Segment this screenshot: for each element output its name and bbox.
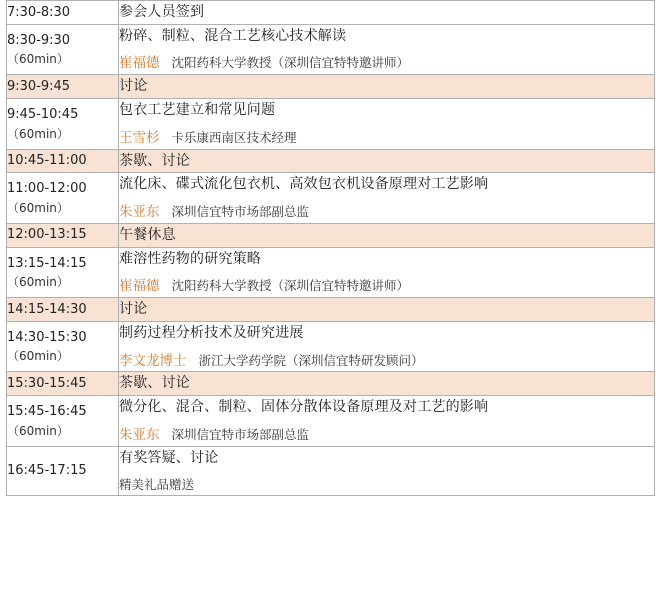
- session-detail-cell: [119, 298, 655, 322]
- session-time-cell: [7, 247, 119, 298]
- session-time-cell: [7, 372, 119, 396]
- session-detail-cell: [119, 98, 655, 149]
- speaker-name: 朱亚东: [119, 426, 160, 443]
- table-row: [7, 396, 655, 447]
- session-time: 7:30-8:30: [7, 4, 71, 20]
- session-duration: （60min）: [7, 126, 69, 141]
- session-time-cell: [7, 1, 119, 25]
- agenda-table: [6, 0, 655, 496]
- session-time: 11:00-12:00: [7, 181, 87, 197]
- speaker-line: [119, 128, 654, 149]
- session-time: 13:15-14:15: [7, 255, 87, 271]
- session-topic: 有奖答疑、讨论: [119, 449, 219, 466]
- speaker-name: 李文龙博士: [119, 352, 187, 369]
- speaker-affiliation: 沈阳药科大学教授（深圳信宜特特邀讲师）: [171, 278, 410, 294]
- table-row: [7, 173, 655, 224]
- session-detail-cell: [119, 223, 655, 247]
- speaker-name: 朱亚东: [119, 203, 160, 220]
- speaker-line: [119, 202, 654, 223]
- session-duration: （60min）: [7, 200, 69, 215]
- table-row: [7, 372, 655, 396]
- speaker-name: 崔福德: [119, 55, 160, 72]
- speaker-affiliation: 卡乐康西南区技术经理: [171, 129, 297, 145]
- session-time: 15:30-15:45: [7, 376, 87, 392]
- table-row: [7, 1, 655, 25]
- session-time-cell: [7, 223, 119, 247]
- session-topic: 制药过程分析技术及研究进展: [119, 324, 304, 341]
- session-time-cell: [7, 24, 119, 75]
- session-detail-cell: [119, 149, 655, 173]
- session-duration: （60min）: [7, 423, 69, 438]
- session-topic: 茶歇、讨论: [119, 152, 190, 169]
- session-topic: 讨论: [119, 301, 148, 318]
- agenda-table-body: [7, 1, 655, 496]
- speaker-line: [119, 351, 654, 372]
- table-row: [7, 247, 655, 298]
- session-topic: 讨论: [119, 78, 148, 95]
- session-detail-cell: [119, 446, 655, 495]
- session-topic: 茶歇、讨论: [119, 375, 190, 392]
- speaker-line: [119, 53, 654, 74]
- session-duration: （60min）: [7, 52, 69, 67]
- session-topic: 流化床、碟式流化包衣机、高效包衣机设备原理对工艺影响: [119, 176, 489, 193]
- session-topic: 微分化、混合、制粒、固体分散体设备原理及对工艺的影响: [119, 399, 489, 416]
- session-time-cell: [7, 149, 119, 173]
- session-time: 12:00-13:15: [7, 227, 87, 243]
- session-time: 14:15-14:30: [7, 301, 87, 317]
- session-detail-cell: [119, 247, 655, 298]
- table-row: [7, 223, 655, 247]
- table-row: [7, 149, 655, 173]
- session-duration: （60min）: [7, 349, 69, 364]
- session-topic: 午餐休息: [119, 226, 176, 243]
- session-detail-cell: [119, 396, 655, 447]
- session-time-cell: [7, 98, 119, 149]
- session-time: 14:30-15:30: [7, 329, 87, 345]
- session-time: 16:45-17:15: [7, 463, 87, 479]
- session-topic: 参会人员签到: [119, 4, 205, 20]
- session-time-cell: [7, 173, 119, 224]
- table-row: [7, 75, 655, 99]
- table-row: [7, 298, 655, 322]
- session-time: 8:30-9:30: [7, 32, 71, 48]
- session-time: 9:45-10:45: [7, 107, 79, 123]
- speaker-line: [119, 276, 654, 297]
- speaker-line: [119, 425, 654, 446]
- session-topic: 难溶性药物的研究策略: [119, 250, 261, 267]
- session-detail-cell: [119, 321, 655, 372]
- table-row: [7, 321, 655, 372]
- session-time: 10:45-11:00: [7, 153, 87, 169]
- table-row: [7, 446, 655, 495]
- session-topic: 粉碎、制粒、混合工艺核心技术解读: [119, 27, 347, 44]
- table-row: [7, 24, 655, 75]
- session-detail-cell: [119, 372, 655, 396]
- speaker-name: 王雪杉: [119, 129, 160, 146]
- session-time-cell: [7, 396, 119, 447]
- speaker-affiliation: 浙江大学药学院（深圳信宜特研发顾问）: [198, 352, 424, 368]
- session-time: 9:30-9:45: [7, 78, 71, 94]
- session-detail-cell: [119, 173, 655, 224]
- session-duration: （60min）: [7, 275, 69, 290]
- session-time: 15:45-16:45: [7, 404, 87, 420]
- table-row: [7, 98, 655, 149]
- session-detail-cell: [119, 24, 655, 75]
- speaker-name: 崔福德: [119, 278, 160, 295]
- speaker-affiliation: 深圳信宜特市场部副总监: [171, 203, 310, 219]
- session-time-cell: [7, 75, 119, 99]
- session-time-cell: [7, 298, 119, 322]
- session-time-cell: [7, 446, 119, 495]
- speaker-affiliation: 深圳信宜特市场部副总监: [171, 426, 310, 442]
- session-topic: 包衣工艺建立和常见问题: [119, 101, 276, 118]
- speaker-affiliation: 沈阳药科大学教授（深圳信宜特特邀讲师）: [171, 55, 410, 71]
- session-detail-cell: [119, 75, 655, 99]
- session-note: 精美礼品赠送: [119, 477, 195, 493]
- session-detail-cell: [119, 1, 655, 25]
- session-time-cell: [7, 321, 119, 372]
